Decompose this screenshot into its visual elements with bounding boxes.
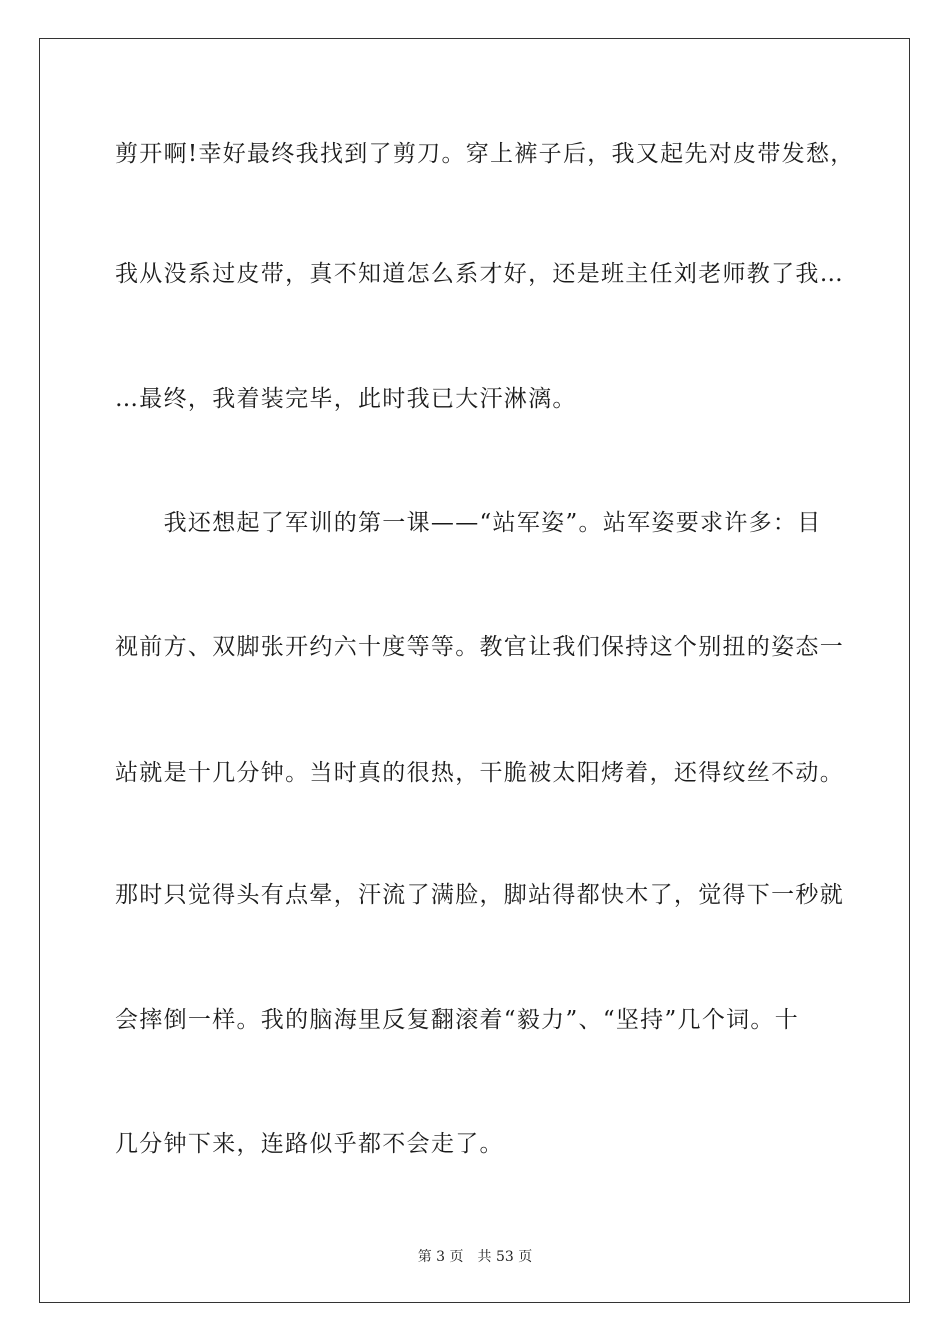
page-number-footer: 第 3 页 共 53 页 — [417, 1249, 533, 1265]
body-text-line: …最终，我着装完毕，此时我已大汗淋漓。 — [115, 386, 577, 412]
body-text-line: 那时只觉得头有点晕，汗流了满脸，脚站得都快木了，觉得下一秒就 — [115, 882, 844, 908]
body-text-line: 剪开啊!幸好最终我找到了剪刀。穿上裤子后，我又起先对皮带发愁， — [115, 141, 855, 167]
page-border — [39, 38, 910, 1303]
body-text-line: 视前方、双脚张开约六十度等等。教官让我们保持这个别扭的姿态一 — [115, 634, 844, 660]
body-text-line: 站就是十几分钟。当时真的很热，干脆被太阳烤着，还得纹丝不动。 — [115, 760, 844, 786]
body-text-line: 我还想起了军训的第一课——“站军姿”。站军姿要求许多：目 — [115, 510, 822, 536]
body-text-line: 会摔倒一样。我的脑海里反复翻滚着“毅力”、“坚持”几个词。十 — [115, 1007, 800, 1033]
body-text-line: 几分钟下来，连路似乎都不会走了。 — [115, 1131, 504, 1157]
body-text-line: 我从没系过皮带，真不知道怎么系才好，还是班主任刘老师教了我… — [115, 261, 844, 287]
